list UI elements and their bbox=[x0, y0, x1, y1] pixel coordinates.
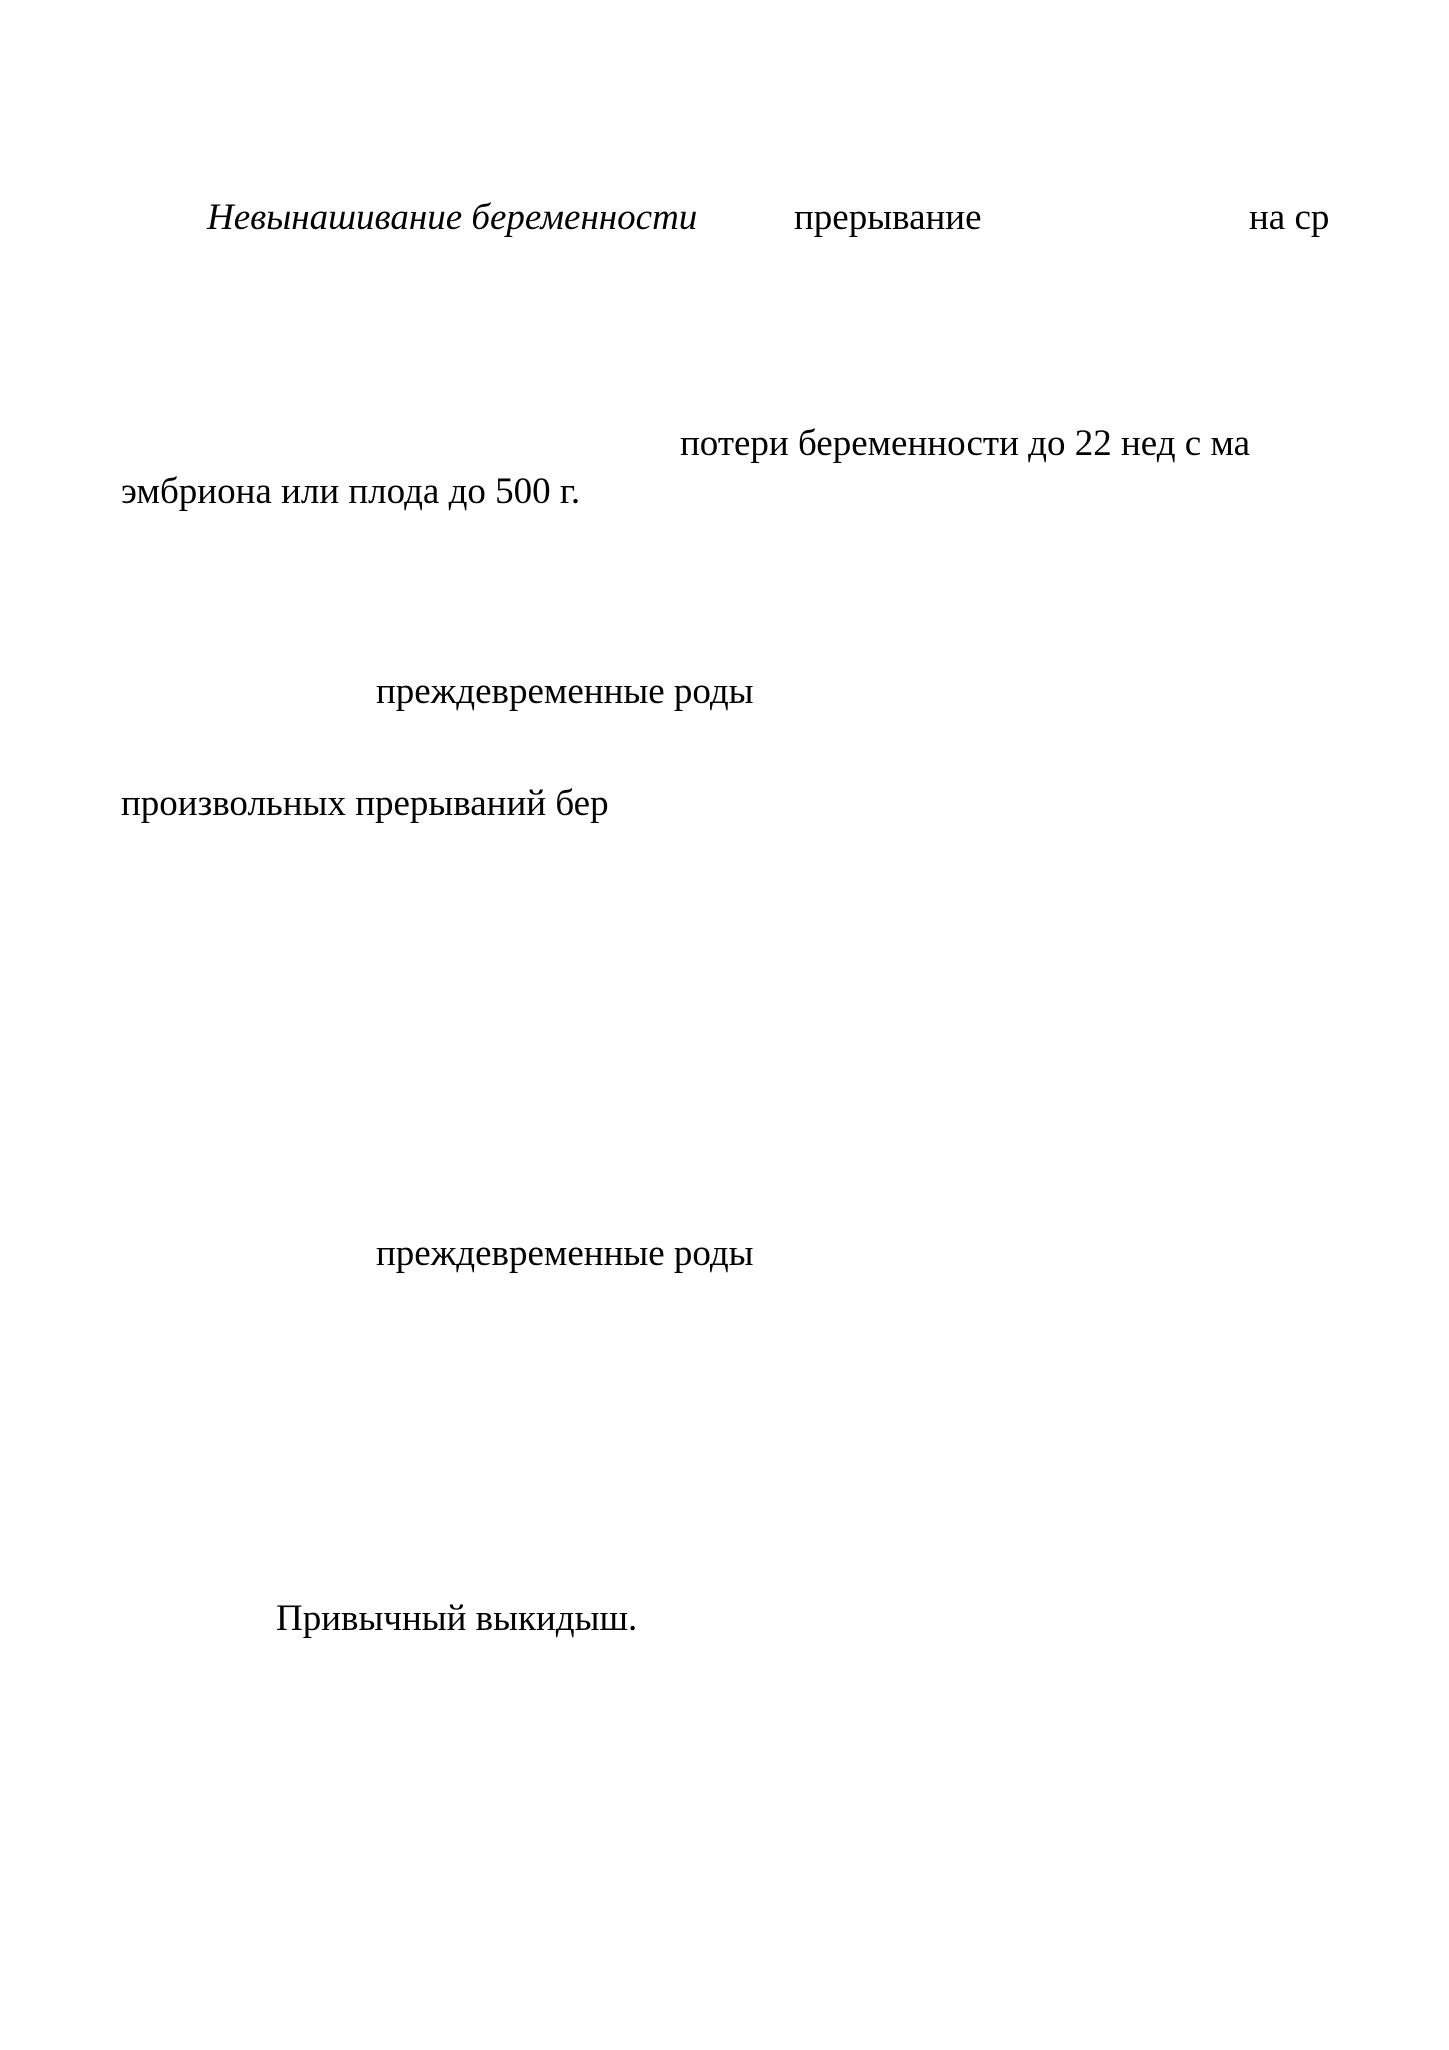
text-fragment: эмбриона или плода до 500 г. bbox=[121, 471, 581, 512]
text-fragment: Привычный выкидыш. bbox=[276, 1598, 638, 1639]
term-heading-fragment: Невынашивание беременности bbox=[207, 197, 698, 238]
text-fragment: произвольных прерываний бер bbox=[121, 783, 609, 824]
text-fragment: прерывание bbox=[794, 197, 982, 238]
text-fragment: преждевременные роды bbox=[376, 1233, 754, 1274]
text-fragment: преждевременные роды bbox=[376, 671, 754, 712]
text-fragment: на ср bbox=[1249, 197, 1330, 238]
text-fragment: потери беременности до 22 нед с ма bbox=[680, 423, 1251, 464]
